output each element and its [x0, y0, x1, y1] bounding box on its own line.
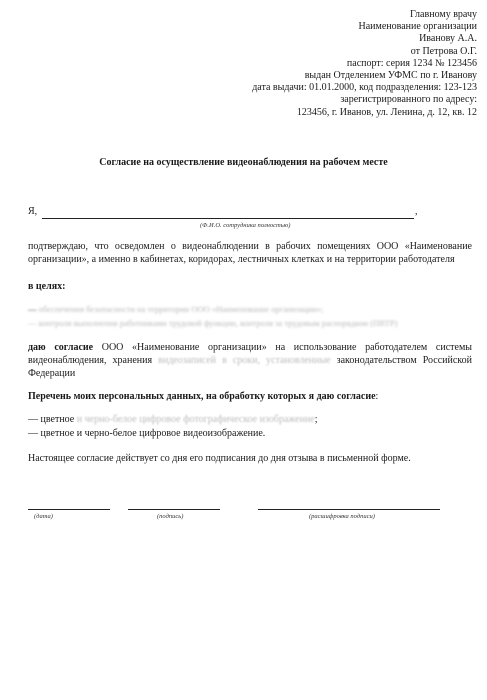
- purposes-heading: в целях:: [28, 281, 66, 292]
- header-line: паспорт: серия 1234 № 123456: [346, 57, 477, 69]
- confirm-paragraph: подтверждаю, что осведомлен о видеонаблюдении в рабочих помещениях ООО «Наименование организации», а именно в кабинетах, коридорах, лестничных клетках и на территории работодателя: [28, 241, 472, 265]
- personal-data-item: [28, 414, 318, 425]
- document-title: Согласие на осуществление видеонаблюдения на рабочем месте: [99, 157, 388, 168]
- header-line: Иванову А.А.: [419, 33, 477, 45]
- header-line: Главному врачу: [410, 9, 477, 20]
- purpose-item-blurred: — контроля выполнения работниками трудовой функции, контроля за трудовым распорядком (ПВТР): [28, 318, 398, 328]
- header-line: зарегистрированного по адресу:: [340, 94, 477, 106]
- validity-paragraph: Настоящее согласие действует со дня его подписания до дня отзыва в письменной форме.: [28, 453, 411, 464]
- personal-data-heading-colon: :: [375, 391, 379, 402]
- purpose-dash: —: [28, 304, 37, 314]
- purpose-item-blurred: [28, 304, 323, 314]
- header-line: 123456, г. Иванов, ул. Ленина, д. 12, кв. 12: [296, 106, 477, 118]
- item-end: ;: [314, 414, 318, 425]
- header-line: от Петрова О.Г.: [410, 45, 477, 57]
- purpose-text-blurred: обеспечения безопасности на территории ООО «Наименование организации»;: [38, 304, 324, 314]
- name-transcript-line: [258, 509, 440, 510]
- signature-line: [128, 509, 220, 510]
- full-name-caption: (Ф.И.О. сотрудника полностью): [200, 222, 291, 229]
- date-signature-line: [28, 509, 110, 510]
- item-text-blurred: и черно-белое цифровое фотографическое изображение: [76, 414, 315, 425]
- agree-lead: даю согласие: [28, 342, 94, 353]
- header-line: выдан Отделением УФМС по г. Иванову: [304, 70, 477, 82]
- agree-text: ООО «Наименование организации» на использование работодателем системы видеонаблюдения, хранения: [28, 342, 472, 366]
- header-line: Наименование организации: [358, 21, 477, 33]
- signature-caption: (подпись): [157, 513, 184, 520]
- agree-paragraph: [28, 341, 472, 380]
- agree-text-blurred: видеозаписей в сроки, установленные: [158, 355, 331, 366]
- name-transcript-caption: (расшифровка подписи): [309, 513, 375, 520]
- personal-data-heading-text: Перечень моих персональных данных, на обработку которых я даю согласие: [28, 391, 376, 402]
- personal-data-item: — цветное и черно-белое цифровое видеоизображение.: [28, 428, 266, 439]
- ya-label: Я,: [28, 206, 38, 217]
- date-caption: (дата): [34, 513, 53, 520]
- personal-data-heading: [28, 391, 378, 402]
- agree-text: законодательством Российской Федерации: [28, 355, 473, 379]
- ya-comma: ,: [415, 206, 418, 217]
- full-name-blank-line: [42, 218, 414, 219]
- item-text: — цветное: [28, 414, 77, 425]
- addressee-block: [177, 9, 477, 119]
- header-line: дата выдачи: 01.01.2000, код подразделения: 123-123: [252, 82, 477, 94]
